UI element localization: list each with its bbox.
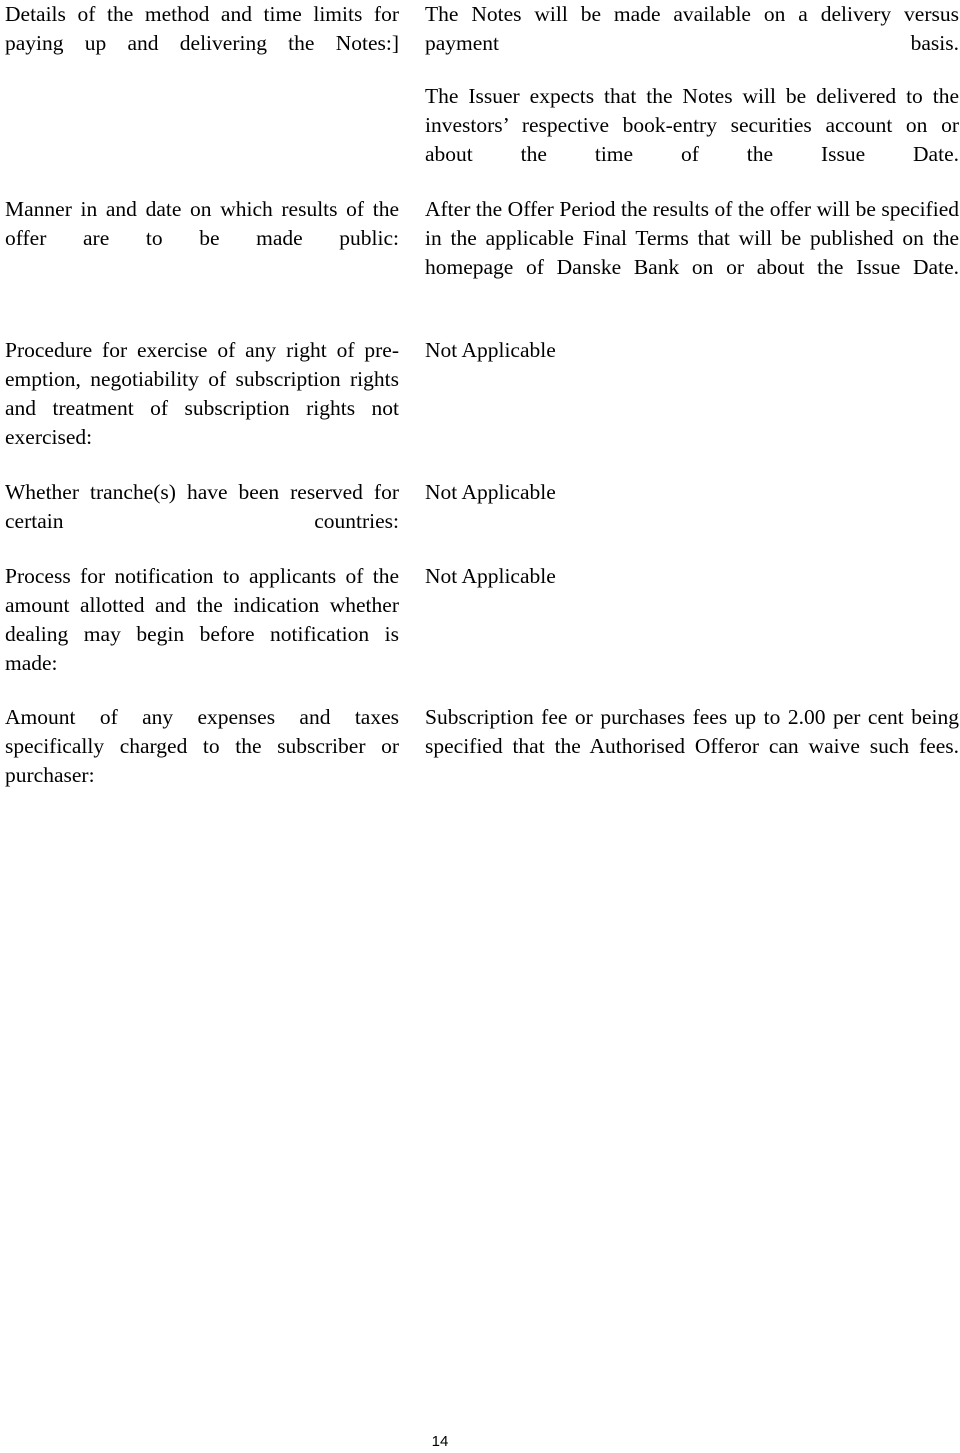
row-term: Whether tranche(s) have been reserved for certain countries: [5,480,399,533]
page-number: 14 [431,1433,449,1450]
row-term: Amount of any expenses and taxes specifically charged to the subscriber or purchaser: [5,705,399,787]
row-term: Procedure for exercise of any right of pre-emption, negotiability of subscription rights and treatment of subscription rights not exercised: [5,338,399,449]
row-value: After the Offer Period the results of the offer will be specified in the applicable Final Terms that will be published on the homepage of Danske Bank on or about the Issue Date. [425,197,959,279]
row-value: The Notes will be made available on a delivery versus payment basis. [425,2,959,55]
row-value: Subscription fee or purchases fees up to 2.00 per cent being specified that the Authorised Offeror can waive such fees. [425,705,959,758]
row-term: Process for notification to applicants of the amount allotted and the indication whether dealing may begin before notification is made: [5,564,399,675]
row-term: Manner in and date on which results of the offer are to be made public: [5,197,399,250]
row-term: Details of the method and time limits for paying up and delivering the Notes:] [5,2,399,55]
row-value: Not Applicable [425,338,556,362]
row-value: Not Applicable [425,480,556,504]
row-value: The Issuer expects that the Notes will be delivered to the investors’ respective book-entry securities account on or about the time of the Issue Date. [425,84,959,166]
row-value: Not Applicable [425,564,556,588]
